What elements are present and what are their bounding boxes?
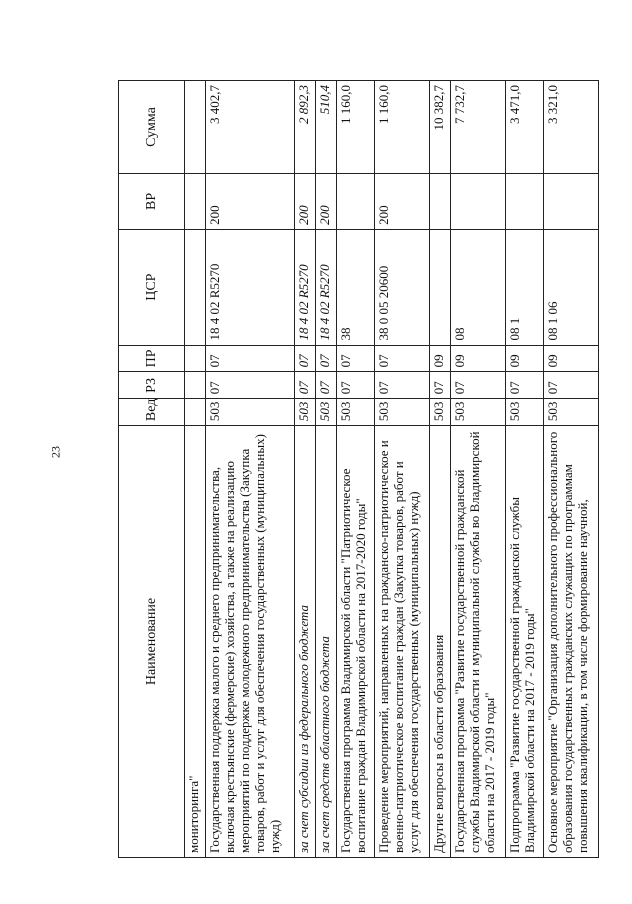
cell-pr: 09 xyxy=(429,345,450,372)
cell-csr: 18 4 02 R5270 xyxy=(316,229,337,345)
cell-ved: 503 xyxy=(543,399,598,426)
cell-csr: 38 0 05 20600 xyxy=(374,229,429,345)
cell-rz: 07 xyxy=(336,372,374,399)
cell-ved: 503 xyxy=(505,399,543,426)
cell-rz: 07 xyxy=(429,372,450,399)
table-row xyxy=(295,81,316,858)
cell-csr: 38 xyxy=(336,229,374,345)
cell-name: мониторинга" xyxy=(185,426,206,858)
cell-rz: 07 xyxy=(543,372,598,399)
table-row xyxy=(336,81,374,858)
cell-sum: 7 732,7 xyxy=(450,81,505,174)
cell-ved: 503 xyxy=(374,399,429,426)
cell-csr: 08 xyxy=(450,229,505,345)
cell-vr xyxy=(543,174,598,230)
cell-name: Государственная поддержка малого и среднего предпринимательства, включая крестьянские (фермерские) хозяйства, а также на реализацию мероприятий по поддержке молодежного предпринимательства (Закупка товаров, работ и услуг для обеспечения государственных (муниципальных) нужд) xyxy=(205,426,295,858)
cell-ved xyxy=(185,399,206,426)
cell-ved: 503 xyxy=(316,399,337,426)
cell-ved: 503 xyxy=(429,399,450,426)
header-vr: ВР xyxy=(119,174,185,230)
cell-rz: 07 xyxy=(295,372,316,399)
rotated-table-container xyxy=(118,80,599,858)
cell-pr xyxy=(185,345,206,372)
cell-rz: 07 xyxy=(505,372,543,399)
cell-pr: 07 xyxy=(295,345,316,372)
header-rz: РЗ xyxy=(119,372,185,399)
table-row xyxy=(429,81,450,858)
cell-vr: 200 xyxy=(205,174,295,230)
cell-sum: 510,4 xyxy=(316,81,337,174)
cell-ved: 503 xyxy=(450,399,505,426)
cell-rz: 07 xyxy=(205,372,295,399)
cell-ved: 503 xyxy=(295,399,316,426)
cell-sum: 1 160,0 xyxy=(336,81,374,174)
cell-sum: 10 382,7 xyxy=(429,81,450,174)
cell-csr xyxy=(185,229,206,345)
cell-csr: 08 1 xyxy=(505,229,543,345)
header-ved: Вед xyxy=(119,399,185,426)
cell-pr: 09 xyxy=(450,345,505,372)
cell-rz: 07 xyxy=(316,372,337,399)
header-pr: ПР xyxy=(119,345,185,372)
cell-pr: 07 xyxy=(374,345,429,372)
cell-rz: 07 xyxy=(374,372,429,399)
cell-name: Государственная программа Владимирской области "Патриотическое воспитание граждан Владимирской области на 2017-2020 годы" xyxy=(336,426,374,858)
cell-pr: 07 xyxy=(336,345,374,372)
cell-ved: 503 xyxy=(336,399,374,426)
cell-name: Другие вопросы в области образования xyxy=(429,426,450,858)
cell-vr xyxy=(336,174,374,230)
header-sum: Сумма xyxy=(119,81,185,174)
cell-rz: 07 xyxy=(450,372,505,399)
cell-name: Основное мероприятие "Организация дополнительного профессионального образования государственных гражданских служащих по программам повышения квалификации, в том числе формирование научной, xyxy=(543,426,598,858)
cell-sum: 3 471,0 xyxy=(505,81,543,174)
table-row xyxy=(374,81,429,858)
table-row xyxy=(205,81,295,858)
cell-sum: 3 321,0 xyxy=(543,81,598,174)
table-row xyxy=(543,81,598,858)
page-number: 23 xyxy=(48,446,63,458)
cell-sum: 1 160,0 xyxy=(374,81,429,174)
cell-vr: 200 xyxy=(295,174,316,230)
cell-vr xyxy=(505,174,543,230)
cell-name: за счет субсидии из федерального бюджета xyxy=(295,426,316,858)
cell-name: Подпрограмма "Развитие государственной гражданской службы Владимирской области на 2017 - 2019 годы" xyxy=(505,426,543,858)
cell-name: Государственная программа "Развитие государственной гражданской службы Владимирской области и муниципальной службы во Владимирской области на 2017 - 2019 годы" xyxy=(450,426,505,858)
table-row xyxy=(316,81,337,858)
cell-csr: 18 4 02 R5270 xyxy=(205,229,295,345)
cell-pr: 09 xyxy=(543,345,598,372)
cell-name: за счет средств областного бюджета xyxy=(316,426,337,858)
cell-ved: 503 xyxy=(205,399,295,426)
table-body xyxy=(185,81,599,858)
table-header-row xyxy=(119,81,185,858)
cell-rz xyxy=(185,372,206,399)
cell-csr xyxy=(429,229,450,345)
cell-vr xyxy=(185,174,206,230)
cell-name: Проведение мероприятий, направленных на гражданско-патриотическое и военно-патриотическое воспитание граждан (Закупка товаров, работ и услуг для обеспечения государственных (муниципальных) нужд) xyxy=(374,426,429,858)
table-row xyxy=(505,81,543,858)
table-row xyxy=(450,81,505,858)
cell-pr: 09 xyxy=(505,345,543,372)
header-csr: ЦСР xyxy=(119,229,185,345)
cell-vr xyxy=(429,174,450,230)
cell-vr xyxy=(450,174,505,230)
table-row xyxy=(185,81,206,858)
cell-sum xyxy=(185,81,206,174)
cell-vr: 200 xyxy=(316,174,337,230)
cell-csr: 08 1 06 xyxy=(543,229,598,345)
cell-pr: 07 xyxy=(316,345,337,372)
cell-pr: 07 xyxy=(205,345,295,372)
header-name: Наименование xyxy=(119,426,185,858)
cell-vr: 200 xyxy=(374,174,429,230)
cell-sum: 3 402,7 xyxy=(205,81,295,174)
cell-sum: 2 892,3 xyxy=(295,81,316,174)
budget-table xyxy=(118,80,599,858)
cell-csr: 18 4 02 R5270 xyxy=(295,229,316,345)
